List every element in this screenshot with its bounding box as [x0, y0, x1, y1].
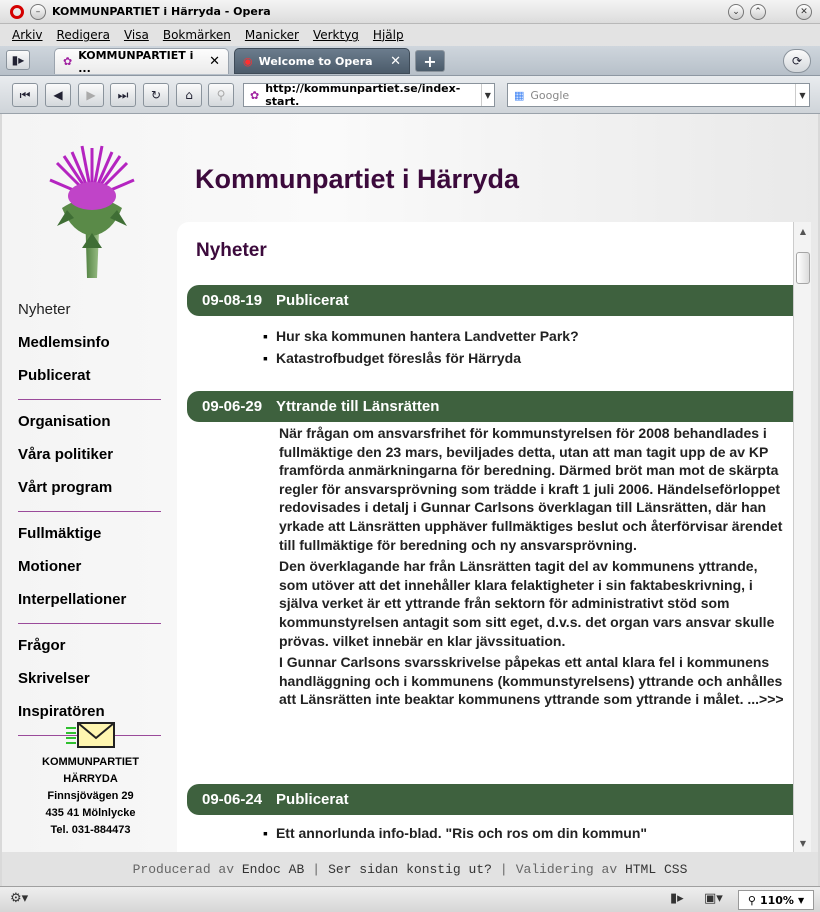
nav-vart-program[interactable]: Vårt program: [18, 479, 113, 496]
tab-kommunpartiet[interactable]: [54, 48, 229, 74]
menu-hjalp[interactable]: Hjälp: [372, 28, 404, 42]
menu-redigera[interactable]: Redigera: [56, 28, 110, 42]
footer-separator: |: [312, 861, 321, 877]
contact-town: HÄRRYDA: [63, 773, 118, 785]
nav-divider: [18, 399, 161, 400]
footer-validation-label: Validering av: [515, 861, 618, 877]
image-display-icon[interactable]: ▣▾: [704, 891, 723, 906]
trash-closed-tabs-icon[interactable]: ⟳: [783, 49, 811, 73]
news-date: 09-08-19: [202, 292, 263, 309]
nav-fullmaktige[interactable]: Fullmäktige: [18, 525, 102, 542]
news-link[interactable]: ▪ Katastrofbudget föreslås för Härryda: [263, 347, 579, 369]
opera-favicon-icon: ◉: [243, 54, 253, 68]
opera-logo-icon: [10, 5, 24, 19]
page-viewport: [2, 114, 818, 852]
footer-html-link[interactable]: HTML: [624, 861, 657, 877]
chevron-down-icon[interactable]: ▼: [481, 84, 494, 106]
forward-icon[interactable]: ▶: [78, 83, 104, 107]
nav-publicerat[interactable]: Publicerat: [18, 367, 91, 384]
news-title: Yttrande till Länsrätten: [276, 398, 440, 415]
thistle-favicon-icon: ✿: [63, 55, 73, 68]
footer-css-link[interactable]: CSS: [663, 861, 688, 877]
news-link[interactable]: ▪ Ett annorlunda info-blad. "Ris och ros om din kommun": [263, 822, 647, 844]
back-icon[interactable]: ◀: [45, 83, 71, 107]
minimize-button[interactable]: ⌄: [728, 4, 744, 20]
nav-vara-politiker[interactable]: Våra politiker: [18, 446, 114, 463]
news-heading: Nyheter: [196, 240, 267, 261]
footer-producer-link[interactable]: Endoc AB: [241, 861, 305, 877]
mail-envelope-icon[interactable]: [64, 720, 118, 750]
news-item-header: [187, 391, 793, 422]
thistle-logo-icon: [42, 138, 142, 278]
footer-question-link[interactable]: Ser sidan konstig ut?: [328, 861, 492, 877]
menu-bar: [0, 24, 820, 46]
news-paragraph: När frågan om ansvarsfrihet för kommunstyrelsen för 2008 behandlades i fullmäktige den 23 mars, beviljades detta, utan att man tagit upp de av KP framförda anmärkningarna för beredning. Därmed bröt man mot de skärpta regler för ansvarsprövning som trädde i kraft 1 juli 2006. Händelseförloppet redovisades i detalj i Gunnar Carlsons överklagan till Länsrätten, där han yrkade att Länsrätten upphäver fullmäktiges beslut och återförvisar ärendet till fullmäktige för beredning och ny ansvarsprövning.: [279, 425, 783, 553]
tab-welcome[interactable]: [234, 48, 410, 74]
tab-label: Welcome to Opera: [258, 54, 373, 68]
window-menu-button[interactable]: –: [30, 4, 46, 20]
nav-motioner[interactable]: Motioner: [18, 558, 82, 575]
news-paragraph: Den överklagande har från Länsrätten tagit del av kommunens yttrande, som utöver att det innehåller klara felaktigheter i sin faktabeskrivning, i själva verket är ett yttrande från sektorn för administrativt stöd som kommunstyrelsen antagit som sitt eget, d.v.s. det organ vars ansvar skulle prövas. vilket innebär en klar jävssituation.: [279, 558, 775, 649]
rewind-icon[interactable]: ⏮: [12, 83, 38, 107]
window-title: KOMMUNPARTIET i Härryda - Opera: [52, 5, 271, 18]
tab-bar: [0, 46, 820, 76]
footer-produced-label: Producerad av: [132, 861, 235, 877]
menu-verktyg[interactable]: Verktyg: [312, 28, 359, 42]
sidebar-nav: [18, 298, 163, 746]
address-field[interactable]: [243, 83, 495, 107]
status-bar: [0, 886, 820, 912]
site-title: Kommunpartiet i Härryda: [195, 164, 520, 194]
news-panel: [177, 222, 793, 852]
search-field[interactable]: [507, 83, 810, 107]
menu-bokmarken[interactable]: Bokmärken: [162, 28, 231, 42]
nav-divider: [18, 623, 161, 624]
tab-close-icon[interactable]: ✕: [209, 54, 220, 69]
search-placeholder: Google: [530, 88, 570, 102]
reload-icon[interactable]: ↻: [143, 83, 169, 107]
scroll-down-icon[interactable]: ▼: [799, 838, 807, 848]
page-footer: [2, 852, 818, 886]
zoom-value: 110%: [759, 893, 794, 907]
contact-street: Finnsjövägen 29: [47, 790, 134, 802]
news-link-list: [263, 325, 579, 369]
thistle-favicon-icon: ✿: [250, 88, 260, 102]
contact-name: KOMMUNPARTIET: [42, 756, 139, 768]
contact-phone: Tel. 031-884473: [50, 824, 131, 836]
window-titlebar: [0, 0, 820, 24]
close-window-button[interactable]: ✕: [796, 4, 812, 20]
new-tab-button[interactable]: +: [415, 50, 445, 72]
address-toolbar: [0, 76, 820, 114]
nav-divider: [18, 511, 161, 512]
nav-fragor[interactable]: Frågor: [18, 637, 66, 654]
vertical-scrollbar[interactable]: [793, 222, 811, 852]
panel-toggle-icon[interactable]: ▮▸: [6, 50, 30, 70]
tab-close-icon[interactable]: ✕: [390, 53, 401, 69]
nav-skrivelser[interactable]: Skrivelser: [18, 670, 90, 687]
menu-arkiv[interactable]: Arkiv: [12, 28, 43, 42]
nav-inspiratoren[interactable]: Inspiratören: [18, 703, 105, 720]
chevron-down-icon[interactable]: ▼: [795, 84, 809, 106]
menu-manicker[interactable]: Manicker: [244, 28, 299, 42]
nav-interpellationer[interactable]: Interpellationer: [18, 591, 127, 608]
presentation-icon[interactable]: ▮▸: [670, 891, 684, 906]
news-item-header: [187, 784, 793, 815]
chevron-down-icon: ▼: [797, 895, 805, 905]
google-icon: ▦: [514, 88, 525, 102]
zoom-control[interactable]: [738, 890, 814, 910]
news-body: [279, 424, 787, 712]
news-link-list: [263, 822, 647, 844]
home-icon[interactable]: ⌂: [176, 83, 202, 107]
maximize-button[interactable]: ⌃: [750, 4, 766, 20]
tab-label: KOMMUNPARTIET i ...: [78, 48, 194, 75]
menu-visa[interactable]: Visa: [123, 28, 149, 42]
nav-nyheter[interactable]: Nyheter: [18, 301, 71, 318]
fast-forward-icon[interactable]: ⏭: [110, 83, 136, 107]
news-paragraph[interactable]: I Gunnar Carlsons svarsskrivelse påpekas ett antal klara fel i kommunens handläggning och i kommunens (kommunstyrelsens) yttrande och anhålles att Länsrätten inte beaktar kommunens yttrande som yttrande i målet. ...>>>: [279, 654, 784, 708]
url-text: http://kommunpartiet.se/index-start.: [265, 82, 461, 108]
network-status-icon[interactable]: ⚙▾: [10, 891, 29, 906]
contact-postal: 435 41 Mölnlycke: [45, 807, 136, 819]
news-item-header: [187, 285, 793, 316]
news-title: Publicerat: [276, 292, 349, 309]
scrollbar-thumb[interactable]: [796, 252, 810, 284]
contact-block: [18, 720, 163, 839]
nav-organisation[interactable]: Organisation: [18, 413, 111, 430]
news-date: 09-06-29: [202, 398, 263, 415]
news-title: Publicerat: [276, 791, 349, 808]
scroll-up-icon[interactable]: ▲: [799, 226, 807, 236]
zoom-icon: ⚲: [747, 893, 756, 907]
news-link[interactable]: ▪ Hur ska kommunen hantera Landvetter Park?: [263, 325, 579, 347]
security-key-icon[interactable]: ⚲: [208, 83, 234, 107]
news-date: 09-06-24: [202, 791, 263, 808]
nav-medlemsinfo[interactable]: Medlemsinfo: [18, 334, 110, 351]
footer-separator: |: [499, 861, 508, 877]
